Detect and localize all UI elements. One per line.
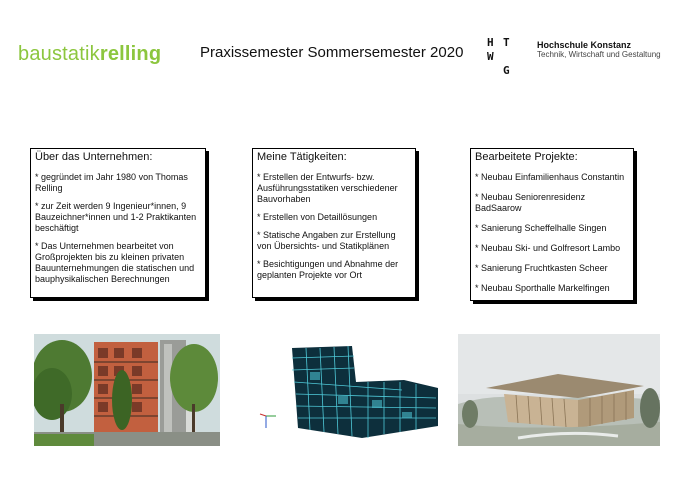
structural-model-render xyxy=(252,342,442,442)
building-photo xyxy=(34,334,220,446)
company-item: * gegründet im Jahr 1980 von Thomas Relling xyxy=(35,172,188,193)
htwg-subtitle: Technik, Wirtschaft und Gestaltung xyxy=(537,50,661,59)
htwg-letter-w: W xyxy=(487,50,494,63)
tasks-item: * Erstellen der Entwurfs- bzw. Ausführungsstatiken verschiedener Bauvorhaben xyxy=(257,172,398,204)
tasks-item: * Statische Angaben zur Erstellung von Übersichts- und Statikplänen xyxy=(257,230,396,251)
projects-heading: Bearbeitete Projekte: xyxy=(475,151,578,163)
page-title: Praxissemester Sommersemester 2020 xyxy=(200,44,464,61)
projects-item: * Neubau Ski- und Golfresort Lambo xyxy=(475,243,621,253)
logo-text-light: baustatik xyxy=(18,43,100,65)
company-heading: Über das Unternehmen: xyxy=(35,151,153,163)
company-item: * Das Unternehmen bearbeitet von Großprojekten bis zu kleinen privaten Bauunternehmungen die statischen und bauphysikalischen Berechnungen xyxy=(35,241,195,284)
htwg-name: Hochschule Konstanz xyxy=(537,40,632,50)
projects-item: * Neubau Einfamilienhaus Constantin xyxy=(475,172,625,182)
tasks-heading: Meine Tätigkeiten: xyxy=(257,151,347,163)
projects-box xyxy=(470,148,634,301)
baustatik-relling-logo xyxy=(18,43,161,66)
logo-text-bold: relling xyxy=(99,43,162,65)
projects-item: * Sanierung Scheffelhalle Singen xyxy=(475,223,607,233)
projects-item: * Neubau Seniorenresidenz BadSaarow xyxy=(475,192,586,213)
projects-item: * Sanierung Fruchtkasten Scheer xyxy=(475,263,608,273)
projects-item: * Neubau Sporthalle Markelfingen xyxy=(475,283,610,293)
tasks-box xyxy=(252,148,416,298)
htwg-letter-h: H xyxy=(487,36,494,49)
company-item: * zur Zeit werden 9 Ingenieur*innen, 9 Bauzeichner*innen und 1-2 Praktikanten beschäftigt xyxy=(35,201,197,233)
htwg-letter-g: G xyxy=(503,64,510,77)
tasks-item: * Erstellen von Detaillösungen xyxy=(257,212,378,222)
company-box xyxy=(30,148,206,298)
tasks-item: * Besichtigungen und Abnahme der geplanten Projekte vor Ort xyxy=(257,259,399,280)
htwg-logo xyxy=(487,36,529,80)
htwg-letter-t: T xyxy=(503,36,510,49)
sports-hall-rendering xyxy=(458,334,660,446)
